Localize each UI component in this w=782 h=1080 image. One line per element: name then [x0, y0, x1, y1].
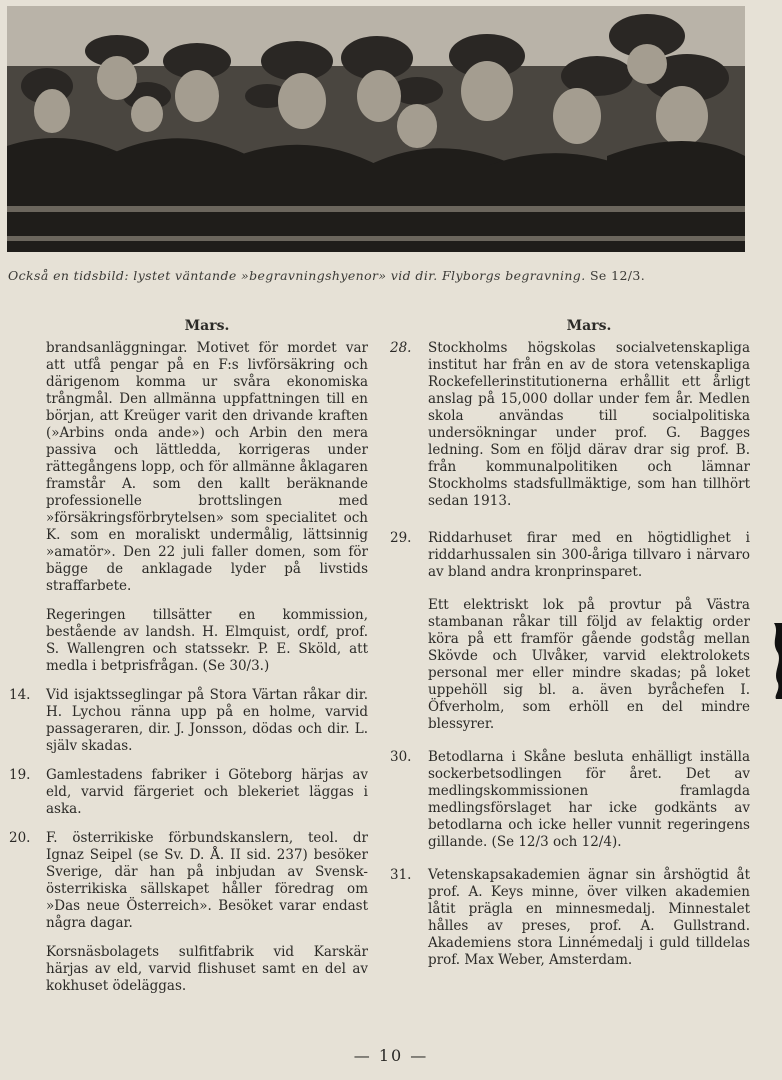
entry-text: Riddarhuset firar med en högtidlighet i riddarhussalen sin 300-åriga tillvaro i närvaro av bland andra kronprinsparet.: [428, 530, 750, 580]
chronicle-entry: [46, 607, 368, 675]
caption-text: Också en tidsbild: lystet väntande »begravningshyenor» vid dir. Flyborgs begravning.: [8, 268, 586, 283]
entry-text: Vid isjaktsseglingar på Stora Värtan råkar dir. H. Lychou ränna upp på en holme, varvid passageraren, dir. J. Jonsson, dödas och dir. L. själv skadas.: [46, 687, 368, 754]
entry-day: 28.: [390, 340, 412, 356]
entry-text: Ett elektriskt lok på provtur på Västra stambanan råkar till följd av felaktig order köra på ett framför gående godståg mellan Skövde och Ulvåker, varvid elektrolokets personal mer eller mindre skadas; på loket uppehöll sig bl. a. även byråchefen I. Öfverholm, som erhöll en del mindre blessyrer.: [428, 597, 750, 732]
entry-day: 31.: [390, 867, 412, 883]
entry-text: Korsnäsbolagets sulfitfabrik vid Karskär härjas av eld, varvid flishuset samt en del av kokhuset ödeläggas.: [46, 944, 368, 994]
margin-binding-mark: [766, 623, 782, 699]
chronicle-entry: [9, 767, 368, 818]
entry-text: Vetenskapsakademien ägnar sin årshögtid åt prof. A. Keys minne, över vilken akademien låtit prägla en minnesmedalj. Minnestalet hålles av preses, prof. A. Gullstrand. Akademiens stora Linnémedalj i guld tilldelas prof. Max Weber, Amsterdam.: [428, 867, 750, 968]
entry-day: 19.: [9, 767, 31, 783]
entry-text: Stockholms högskolas socialvetenskapliga institut har från en av de stora vetenskapliga Rockefellerinstitutionerna erhållit ett årligt anslag på 15,000 dollar under fem år. Medlen skola användas till socialpolitiska undersökningar under prof. G. Bagges ledning. Som en följd därav drar sig prof. B. från kommunalpolitiken och lämnar Stockholms stadsfullmäktige, som han tillhört sedan 1913.: [428, 340, 750, 509]
chronicle-entry: [390, 749, 750, 851]
chronicle-entry: [390, 530, 750, 581]
entry-day: 29.: [390, 530, 412, 546]
left-month-heading: Mars.: [184, 318, 230, 334]
page-number: — 10 —: [353, 1046, 429, 1065]
chronicle-entry: [390, 340, 750, 510]
funeral-crowd-photo: [7, 6, 745, 252]
entry-text: Regeringen tillsätter en kommission, bestående av landsh. H. Elmquist, ordf, prof. S. Wallengren och statssekr. P. E. Sköld, att medla i betprisfrågan. (Se 30/3.): [46, 607, 368, 674]
right-column: [390, 318, 750, 981]
chronicle-entry: [9, 687, 368, 755]
right-month-heading: Mars.: [566, 318, 612, 334]
entry-text: brandsanläggningar. Motivet för mordet var att utfå pengar på en F:s livförsäkring och därigenom komma ur svåra ekonomiska trångmål. Den allmänna uppfattningen till en början, att Kreüger varit den drivande kraften (»Arbins onda ande») och Arbin den mera passiva och lättledda, korrigeras under rättegångens lopp, och för allmänne åklagaren framstår A. som den kallt beräknande professionelle brottslingen med »försäkringsförbrytelsen» som specialitet och K. som en moraliskt undermålig, lättsinnig »amatör». Den 22 juli faller domen, som för bägge de anklagade lyder på livstids straffarbete.: [46, 340, 368, 594]
entry-day: 30.: [390, 749, 412, 765]
entry-text: Betodlarna i Skåne besluta enhälligt inställa sockerbetsodlingen för året. Det av medlingskommissionen framlagda medlingsförslaget har icke godkänts av betodlarna och icke heller vunnit regeringens gillande. (Se 12/3 och 12/4).: [428, 749, 750, 850]
chronicle-entry: [428, 597, 750, 733]
chronicle-entry: [46, 340, 368, 595]
entry-text: F. österrikiske förbundskanslern, teol. dr Ignaz Seipel (se Sv. D. Å. II sid. 237) besöker Sverige, där han på inbjudan av Svensk-österrikiska sällskapet håller föredrag om »Das neue Österreich». Besöket varar endast några dagar.: [46, 830, 368, 931]
chronicle-entry: [9, 830, 368, 932]
crowd-illustration: [7, 6, 745, 252]
entry-day: 20.: [9, 830, 31, 846]
left-column: [9, 318, 368, 1007]
entry-day: 14.: [9, 687, 31, 703]
photo-caption: [8, 268, 748, 283]
chronicle-entry: [46, 944, 368, 995]
entry-text: Gamlestadens fabriker i Göteborg härjas av eld, varvid färgeriet och blekeriet läggas i aska.: [46, 767, 368, 817]
caption-reference: Se 12/3.: [589, 268, 646, 283]
chronicle-entry: [390, 867, 750, 969]
